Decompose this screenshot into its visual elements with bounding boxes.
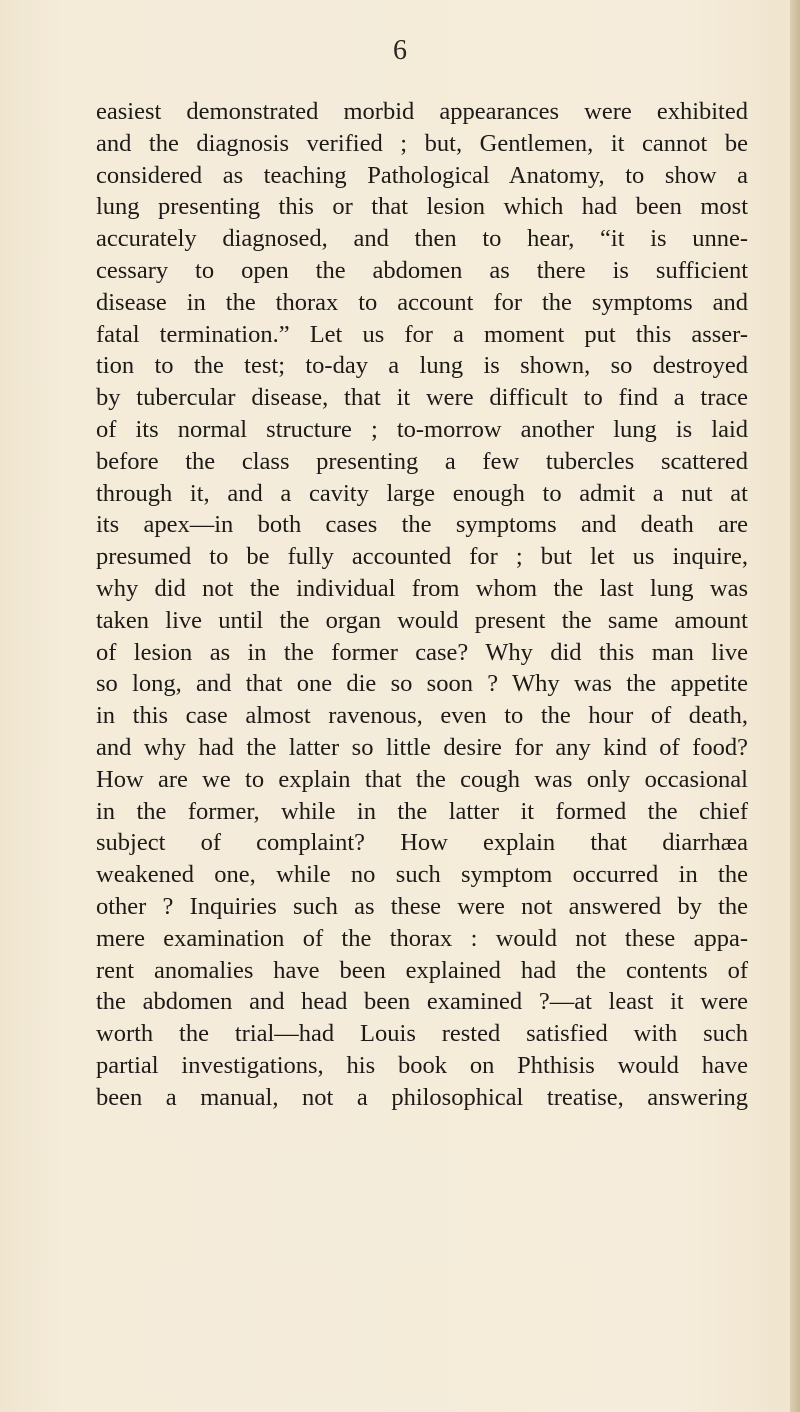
text-line: weakened one, while no such symptom occurred in the bbox=[96, 861, 748, 889]
text-line: of its normal structure ; to-morrow another lung is laid bbox=[96, 415, 748, 443]
text-line: and the diagnosis verified ; but, Gentlemen, it cannot be bbox=[96, 129, 748, 157]
page-number: 6 bbox=[393, 35, 407, 66]
text-line: before the class presenting a few tubercles scattered bbox=[96, 447, 748, 475]
text-line: worth the trial—had Louis rested satisfied with such bbox=[96, 1020, 748, 1048]
text-line: How are we to explain that the cough was only occasional bbox=[96, 765, 748, 793]
text-line: so long, and that one die so soon ? Why was the appetite bbox=[96, 670, 748, 698]
text-line: accurately diagnosed, and then to hear, “it is unne- bbox=[96, 225, 748, 253]
text-line: easiest demonstrated morbid appearances were exhibited bbox=[96, 98, 748, 125]
text-line: been a manual, not a philosophical treatise, answering bbox=[96, 1083, 748, 1111]
text-line: mere examination of the thorax : would not these appa- bbox=[96, 924, 748, 952]
page-edge bbox=[790, 0, 800, 1412]
text-line: and why had the latter so little desire for any kind of food? bbox=[96, 733, 748, 761]
text-line: cessary to open the abdomen as there is sufficient bbox=[96, 256, 748, 284]
text-line: considered as teaching Pathological Anatomy, to show a bbox=[96, 161, 748, 189]
text-line: partial investigations, his book on Phthisis would have bbox=[96, 1051, 748, 1079]
body-text bbox=[96, 96, 748, 1114]
text-line: presumed to be fully accounted for ; but let us inquire, bbox=[96, 543, 748, 571]
text-line: tion to the test; to-day a lung is shown, so destroyed bbox=[96, 352, 748, 380]
text-line: by tubercular disease, that it were difficult to find a trace bbox=[96, 384, 748, 412]
text-line: other ? Inquiries such as these were not answered by the bbox=[96, 892, 748, 920]
text-line: the abdomen and head been examined ?—at least it were bbox=[96, 988, 748, 1016]
text-line: why did not the individual from whom the last lung was bbox=[96, 574, 748, 602]
text-line: of lesion as in the former case? Why did this man live bbox=[96, 638, 748, 666]
text-line: disease in the thorax to account for the symptoms and bbox=[96, 288, 748, 316]
text-line: in this case almost ravenous, even to the hour of death, bbox=[96, 702, 748, 730]
text-line: subject of complaint? How explain that diarrhæa bbox=[96, 829, 748, 857]
text-line: its apex—in both cases the symptoms and death are bbox=[96, 511, 748, 539]
text-line: taken live until the organ would present the same amount bbox=[96, 606, 748, 634]
text-line: rent anomalies have been explained had the contents of bbox=[96, 956, 748, 984]
text-line: through it, and a cavity large enough to admit a nut at bbox=[96, 479, 748, 507]
text-line: in the former, while in the latter it formed the chief bbox=[96, 797, 748, 825]
text-line: lung presenting this or that lesion which had been most bbox=[96, 193, 748, 221]
text-line: fatal termination.” Let us for a moment put this asser- bbox=[96, 320, 748, 348]
